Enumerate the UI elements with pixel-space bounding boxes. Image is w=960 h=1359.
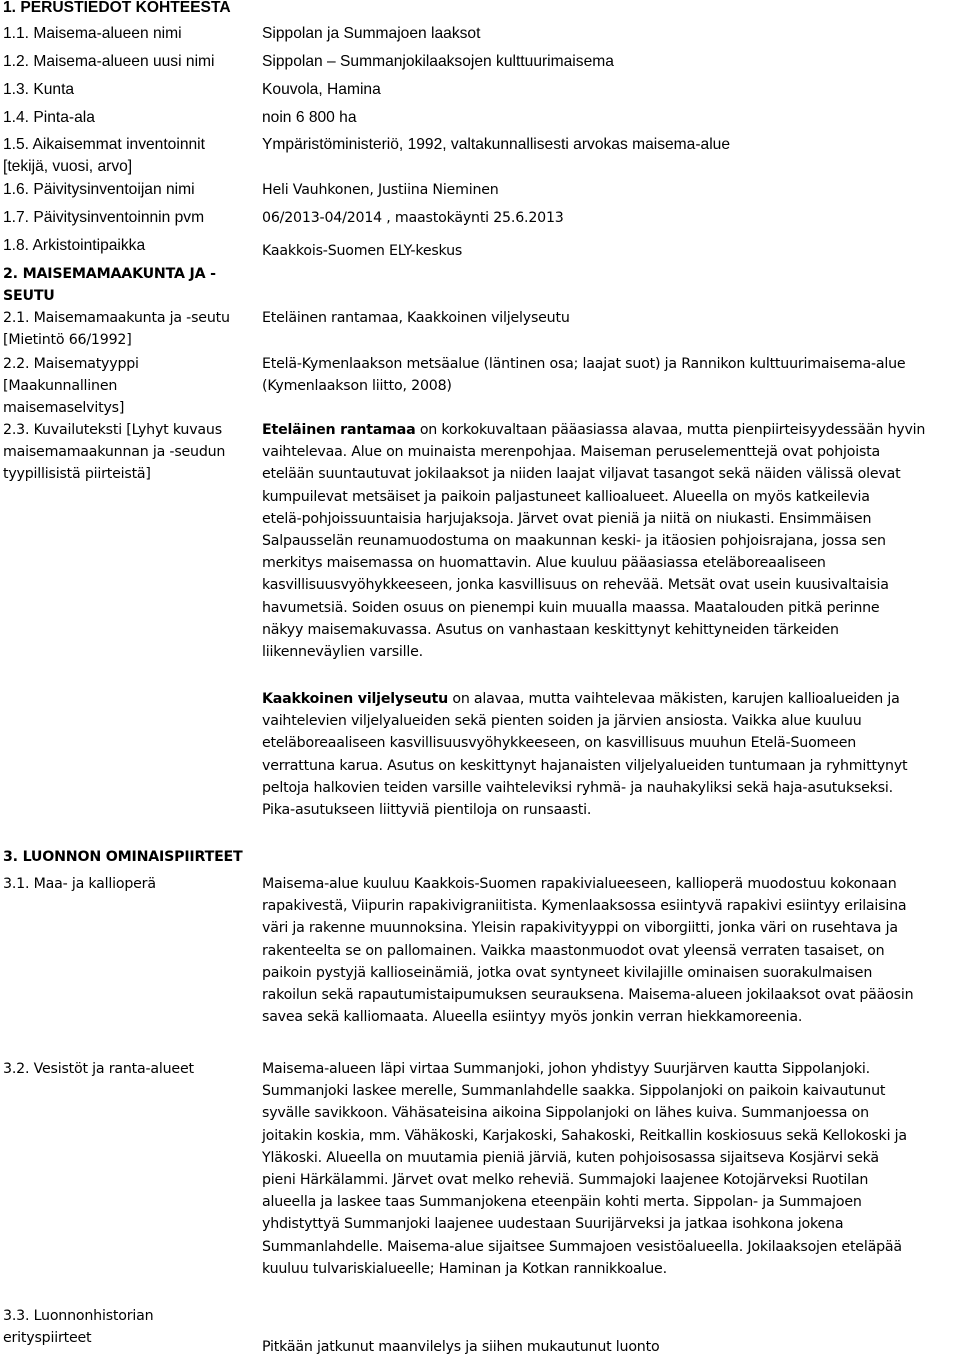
section2-heading: 2. MAISEMAMAAKUNTA JA - (3, 266, 216, 282)
paragraph-line: vaihtelevaa. Alue on muinaista merenpohjaa. Maiseman peruselementtejä ovat pohjoista (262, 444, 881, 461)
paragraph-line: rakoilun sekä rapautumistaipumuksen seurauksena. Maisema-alueen jokilaaksot ovat pääosin (262, 987, 914, 1004)
term-kaakkoinen-viljelyseutu: Kaakkoinen viljelyseutu (262, 691, 449, 707)
row-label-1-5: 1.5. Aikaisemmat inventoinnit (3, 136, 205, 153)
paragraph-line: Maisema-alueen läpi virtaa Summanjoki, johon yhdistyy Suurjärven kautta Sippolanjoki. (262, 1061, 870, 1077)
paragraph-line: Maisema-alue kuuluu Kaakkois-Suomen rapakivialueeseen, kallioperä muodostuu kokonaan (262, 876, 897, 892)
row-label-3-1: 3.1. Maa- ja kallioperä (3, 876, 156, 892)
paragraph-line: rapakivestä, Viipurin rapakivigraniitista. Kymenlaaksossa esiintyvä rapakivi esiintyy erilaisina (262, 898, 907, 915)
value-line: Etelä-Kymenlaakson metsäalue (läntinen osa; laajat suot) ja Rannikon kulttuurimaisema-alue (262, 356, 906, 372)
row-value-2-1: Eteläinen rantamaa, Kaakkoinen viljelyseutu (262, 310, 570, 326)
row-value-3-2 (262, 1058, 960, 1280)
paragraph-line: kuuluu tulvariskialueelle; Haminan ja Kotkan rannikkoalue. (262, 1260, 667, 1277)
row-label-3-2: 3.2. Vesistöt ja ranta-alueet (3, 1061, 194, 1077)
row-label-1-7: 1.7. Päivitysinventoinnin pvm (3, 209, 205, 226)
paragraph-line: Yläkoski. Alueella on muutamia pieniä järviä, kuten pohjoisosassa sijaitseva Kosjärvi sekä (262, 1149, 879, 1166)
row-value-1-7: 06/2013-04/2014 , maastokäynti 25.6.2013 (262, 210, 564, 226)
term-etelainen-rantamaa: Eteläinen rantamaa (262, 422, 416, 438)
paragraph-line: liikenneväylien varsille. (262, 644, 423, 661)
row-value-1-5: Ympäristöministeriö, 1992, valtakunnallisesti arvokas maisema-alue (262, 136, 731, 153)
label-line: tyypillisistä piirteistä] (3, 466, 151, 482)
paragraph-line: joitakin koskia, mm. Vähäkoski, Karjakoski, Sahakoski, Reitkallin koskiosuus sekä Kellokoski ja (262, 1127, 907, 1144)
row-label-1-5-sub: [tekijä, vuosi, arvo] (3, 158, 133, 175)
row-value-3-3: Pitkään jatkunut maanvilelys ja siihen mukautunut luonto (262, 1339, 660, 1355)
row-label-1-3: 1.3. Kunta (3, 81, 75, 98)
paragraph-line (262, 419, 960, 441)
row-label-3-3 (3, 1305, 153, 1349)
paragraph-line: Summanlahdelle. Maisema-alue sijaitsee Summajoen vesistöalueella. Jokilaaksojen eteläpää (262, 1238, 902, 1255)
label-line: 2.3. Kuvailuteksti [Lyhyt kuvaus (3, 422, 222, 438)
row-value-1-6: Heli Vauhkonen, Justiina Nieminen (262, 182, 499, 198)
paragraph-line: kumpuilevat metsäiset ja paikoin paljastuneet kallioalueet. Alueella on myös katkeilevia (262, 488, 870, 505)
paragraph-line: syvälle savikkoon. Vähäsateisina aikoina Sippolanjoki on lähes kuiva. Summanjoessa on (262, 1105, 869, 1122)
paragraph-line (262, 688, 960, 710)
label-line: maisemamaakunnan ja -seudun (3, 444, 226, 460)
paragraph-line: savea sekä kalliomaata. Alueella esiintyy myös jonkin verran hiekkamoreenia. (262, 1009, 803, 1026)
paragraph-line: rakenteelta se on pallomainen. Vaikka maastonmuodot ovat yleensä verraten tasaiset, on (262, 942, 885, 959)
label-line: 2.2. Maisematyyppi (3, 356, 139, 372)
paragraph-line: vaihtelevien viljelyalueiden sekä pienten soiden ja järvien ansiosta. Vaikka alue kuuluu (262, 713, 862, 730)
label-line: [Mietintö 66/1992] (3, 332, 132, 348)
row-value-1-3: Kouvola, Hamina (262, 81, 381, 98)
row-label-1-1: 1.1. Maisema-alueen nimi (3, 25, 182, 42)
label-line: [Maakunnallinen (3, 378, 118, 394)
paragraph-text: on alavaa, mutta vaihtelevaa mäkisten, karujen kallioalueiden ja (448, 691, 900, 707)
paragraph-line: Summanjoki laskee merelle, Summanlahdelle saakka. Sippolanjoki on paikoin kaivautunut (262, 1083, 886, 1100)
row-label-1-2: 1.2. Maisema-alueen uusi nimi (3, 53, 215, 70)
value-line: (Kymenlaakson liitto, 2008) (262, 378, 452, 395)
paragraph-line: Salpausselän reunamuodostuma on maakunnan keski- ja itäosien pohjoisrajana, jossa sen (262, 533, 886, 550)
row-label-1-6: 1.6. Päivitysinventoijan nimi (3, 181, 195, 198)
paragraph-line: kasvillisuusvyöhykkeeseen, jonka kasvillisuus on rehevää. Metsät ovat usein kuusivaltaisia (262, 577, 889, 594)
label-line: 2.1. Maisemamaakunta ja -seutu (3, 310, 230, 326)
row-label-2-1 (3, 307, 230, 351)
paragraph-line: eteläboreaaliseen kasvillisuusvyöhykkeeseen, on kasvillisuus muuhun Etelä-Suomeen (262, 735, 857, 752)
row-value-1-4: noin 6 800 ha (262, 109, 357, 126)
paragraph-line: paikoin pystyjä kallioseinämiä, jotka ovat syntyneet kivilajille ominaisen suorakulmaisen (262, 964, 873, 981)
row-value-3-1 (262, 873, 960, 1028)
label-line: erityspiirteet (3, 1330, 92, 1346)
row-label-1-4: 1.4. Pinta-ala (3, 109, 95, 126)
paragraph-etelainen-rantamaa (262, 419, 960, 663)
section1-heading: 1. PERUSTIEDOT KOHTEESTA (3, 0, 231, 16)
label-line: maisemaselvitys] (3, 400, 125, 416)
paragraph-kaakkoinen-viljelyseutu (262, 688, 960, 821)
paragraph-text: on korkokuvaltaan pääasiassa alavaa, mutta pienpiirteisyydessään hyvin (415, 422, 926, 438)
paragraph-line: pieni Härkälammi. Järvet ovat melko reheviä. Summajoki laajenee Kotojärveksi Ruotilan (262, 1172, 869, 1189)
row-value-2-2 (262, 353, 960, 397)
paragraph-line: havumetsiä. Soiden osuus on pienempi kuin muualla maassa. Maatalouden pitkä perinne (262, 599, 880, 616)
paragraph-line: väri ja rakenne muunnoksina. Yleisin rapakivityyppi on viborgiitti, jonka väri on rusehtava ja (262, 920, 898, 937)
paragraph-line: alueella ja laskee taas Summanjokena eteenpäin kohti merta. Sippolan- ja Summajoen (262, 1194, 862, 1211)
paragraph-line: etelään suuntautuvat jokilaaksot ja niiden laajat viljavat tasangot sekä näiden välissä olevat (262, 466, 901, 483)
paragraph-line: etelä-pohjoissuuntaisia harjujaksoja. Järvet ovat pieniä ja niitä on niukasti. Ensimmäisen (262, 510, 872, 527)
paragraph-line: verrattuna karua. Asutus on keskittynyt hajanaisten viljelyalueiden tuntumaan ja ryhmittynyt (262, 757, 908, 774)
section3-heading: 3. LUONNON OMINAISPIIRTEET (3, 849, 243, 865)
row-label-2-3 (3, 419, 225, 485)
row-value-1-1: Sippolan ja Summajoen laaksot (262, 25, 481, 42)
row-value-1-2: Sippolan – Summanjokilaaksojen kulttuurimaisema (262, 53, 614, 70)
paragraph-line: peltoja halkovien teiden varsille vaihteleviksi ryhmä- ja nauhakyliksi sekä haja-asutukseksi. (262, 779, 893, 796)
label-line: 3.3. Luonnonhistorian (3, 1308, 154, 1324)
row-label-2-2 (3, 353, 139, 419)
paragraph-line: merkitys maisemassa on huomattavin. Alue kuuluu pääasiassa eteläboreaaliseen (262, 555, 826, 572)
section2-heading-cont: SEUTU (3, 288, 55, 304)
paragraph-line: näkyy maisemakuvassa. Asutus on vanhastaan keskittynyt kehittyneiden tärkeiden (262, 621, 839, 638)
paragraph-line: Pika-asutukseen liittyviä pientiloja on runsaasti. (262, 802, 592, 819)
paragraph-line: yhdistyttyä Summanjoki laajenee uudestaan Suurijärveksi ja jatkaa isohkona jokena (262, 1216, 844, 1233)
row-value-1-8: Kaakkois-Suomen ELY-keskus (262, 243, 463, 259)
row-label-1-8: 1.8. Arkistointipaikka (3, 237, 146, 254)
